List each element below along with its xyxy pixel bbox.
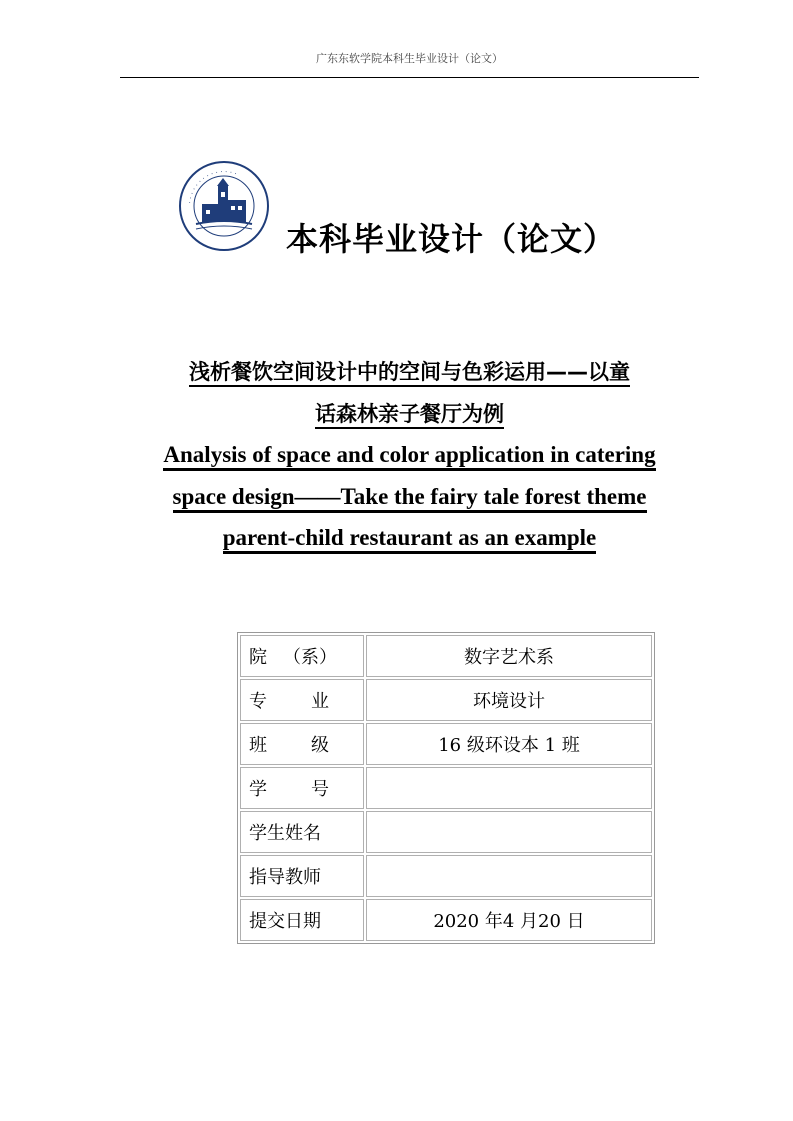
row-value-advisor [366, 855, 652, 897]
row-label-student-id: 学 号 [240, 767, 364, 809]
school-emblem-icon [178, 160, 270, 252]
row-label-submit-date: 提交日期 [240, 899, 364, 941]
row-value-student-name [366, 811, 652, 853]
table-row [240, 855, 652, 897]
table-row [240, 635, 652, 677]
row-value-department: 数字艺术系 [366, 635, 652, 677]
row-label-advisor: 指导教师 [240, 855, 364, 897]
row-value-submit-date: 2020 年4 月20 日 [366, 899, 652, 941]
row-value-student-id [366, 767, 652, 809]
table-row [240, 899, 652, 941]
english-title-line-3: parent-child restaurant as an example [100, 525, 719, 551]
table-row [240, 679, 652, 721]
row-label-student-name: 学生姓名 [240, 811, 364, 853]
svg-text:· · · · · · · · · · · · · ·: · · · · · · · · · · · · · · [186, 167, 238, 205]
row-value-major: 环境设计 [366, 679, 652, 721]
page-header: 广东东软学院本科生毕业设计（论文） [316, 52, 503, 65]
header-rule [120, 77, 699, 78]
table-row [240, 811, 652, 853]
chinese-title-line-2: 话森林亲子餐厅为例 [120, 398, 699, 428]
info-table [237, 632, 655, 944]
row-label-class: 班 级 [240, 723, 364, 765]
table-row [240, 767, 652, 809]
english-title-line-2: space design——Take the fairy tale forest theme [100, 484, 719, 510]
english-title-line-1: Analysis of space and color application in catering [100, 442, 719, 468]
row-label-department: 院 （系） [240, 635, 364, 677]
chinese-title-line-1: 浅析餐饮空间设计中的空间与色彩运用——以童 [120, 356, 699, 386]
row-value-class: 16 级环设本 1 班 [366, 723, 652, 765]
row-label-major: 专 业 [240, 679, 364, 721]
table-row [240, 723, 652, 765]
main-title: 本科毕业设计（论文） [286, 220, 617, 258]
